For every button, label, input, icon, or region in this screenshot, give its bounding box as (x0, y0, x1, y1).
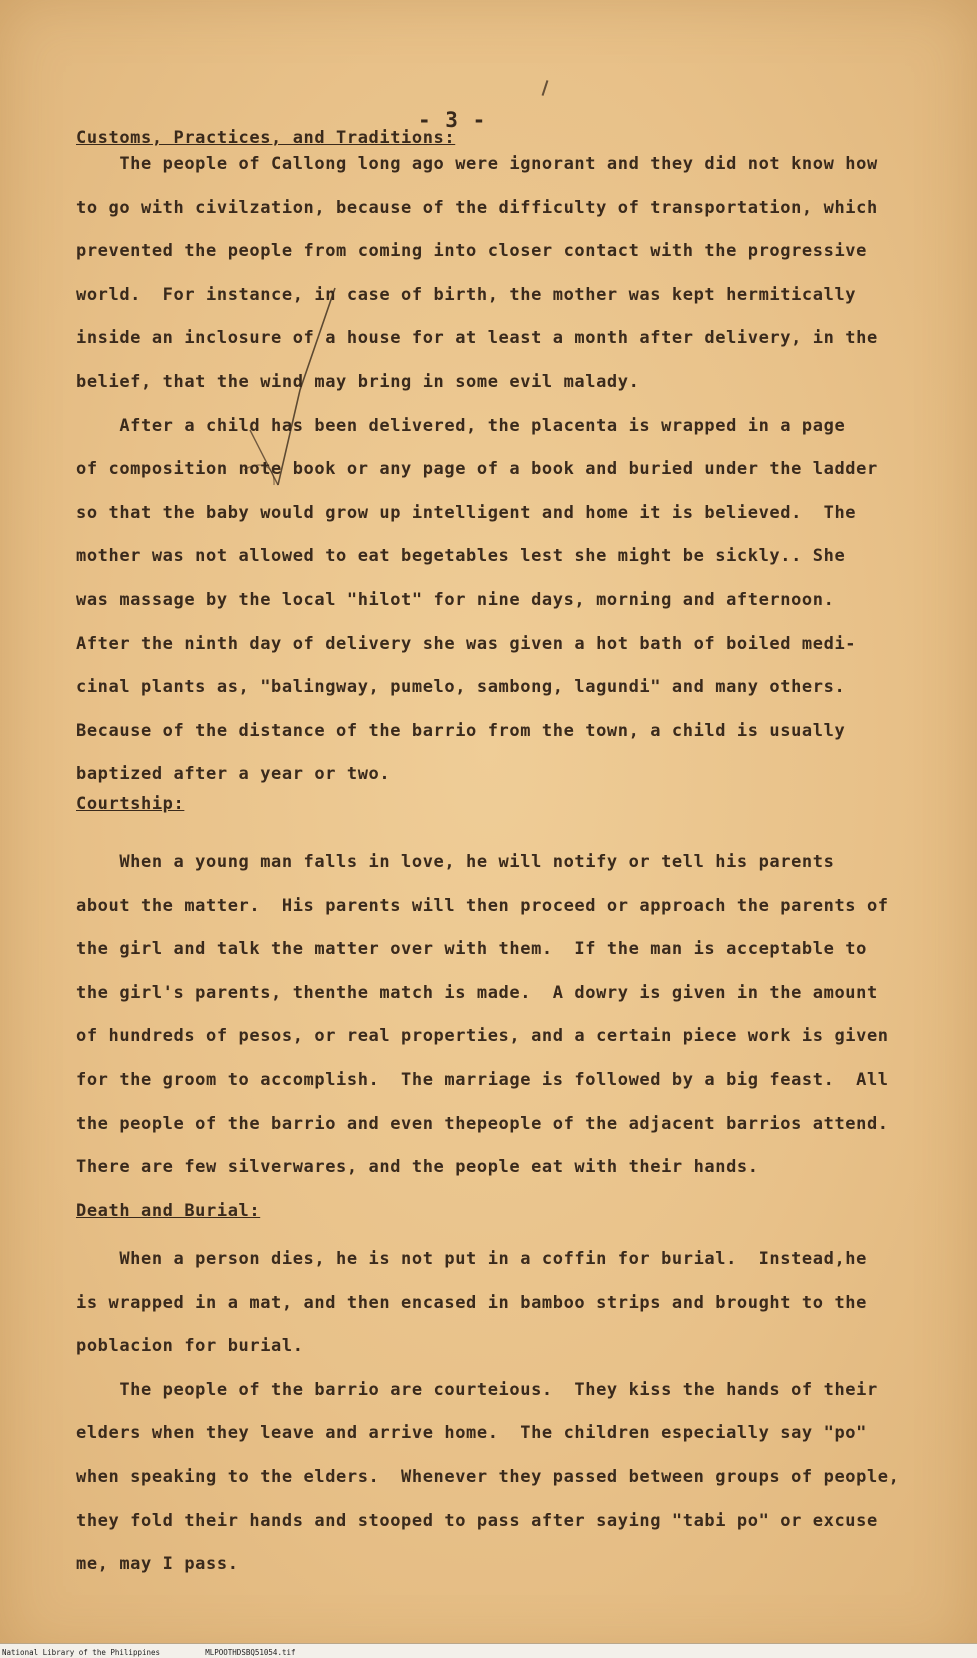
text-line: to go with civilzation, because of the difficulty of transportation, which (76, 197, 878, 218)
footer-library: National Library of the Philippines (2, 1648, 161, 1657)
text-line: After the ninth day of delivery she was given a hot bath of boiled medi- (76, 633, 857, 654)
text-line: The people of the barrio are courteious. They kiss the hands of their (76, 1379, 878, 1400)
pencil-tick-mark (542, 80, 549, 96)
text-line: After a child has been delivered, the placenta is wrapped in a page (76, 415, 846, 436)
text-line: was massage by the local "hilot" for nine days, morning and afternoon. (76, 589, 835, 610)
text-line: The people of Callong long ago were ignorant and they did not know how (76, 154, 878, 174)
text-line: mother was not allowed to eat begetables lest she might be sickly.. She (76, 546, 846, 567)
text-line: When a person dies, he is not put in a coffin for burial. Instead,he (76, 1249, 867, 1269)
text-line: of composition note book or any page of a book and buried under the ladder (76, 459, 878, 480)
text-line: poblacion for burial. (76, 1336, 304, 1357)
text-line: inside an inclosure of a house for at least a month after delivery, in the (76, 328, 878, 349)
page-number: - 3 - (418, 108, 487, 132)
heading-death-burial: Death and Burial: (76, 1201, 261, 1221)
death-paragraphs (76, 1238, 916, 1587)
text-line: belief, that the wind may bring in some evil malady. (76, 371, 640, 392)
text-line: about the matter. His parents will then proceed or approach the parents of (76, 895, 889, 916)
courtship-paragraphs (76, 841, 916, 1190)
text-line: is wrapped in a mat, and then encased in bamboo strips and brought to the (76, 1292, 867, 1313)
heading-courtship: Courtship: (76, 794, 185, 814)
text-line: the people of the barrio and even thepeople of the adjacent barrios attend. (76, 1113, 889, 1134)
text-line: world. For instance, in case of birth, the mother was kept hermitically (76, 284, 857, 305)
text-line: baptized after a year or two. (76, 764, 391, 785)
text-line: they fold their hands and stooped to pass after saying "tabi po" or excuse (76, 1510, 878, 1531)
footer-file: MLPOOTHDSBQ51054.tif (205, 1648, 296, 1657)
scan-footer-text (2, 1648, 296, 1657)
scan-footer-strip (0, 1643, 977, 1658)
text-line: There are few silverwares, and the people eat with their hands. (76, 1157, 759, 1178)
text-line: prevented the people from coming into closer contact with the progressive (76, 241, 867, 262)
text-line: Because of the distance of the barrio from the town, a child is usually (76, 720, 846, 741)
customs-paragraphs (76, 143, 916, 797)
text-line: when speaking to the elders. Whenever they passed between groups of people, (76, 1466, 900, 1487)
text-line: elders when they leave and arrive home. The children especially say "po" (76, 1423, 867, 1444)
text-line: cinal plants as, "balingway, pumelo, sambong, lagundi" and many others. (76, 677, 846, 698)
text-line: When a young man falls in love, he will notify or tell his parents (76, 852, 835, 872)
text-line: the girl and talk the matter over with them. If the man is acceptable to (76, 939, 867, 960)
text-line: of hundreds of pesos, or real properties, and a certain piece work is given (76, 1026, 889, 1047)
text-line: the girl's parents, thenthe match is made. A dowry is given in the amount (76, 982, 878, 1003)
heading-customs: Customs, Practices, and Traditions: (76, 128, 456, 148)
text-line: for the groom to accomplish. The marriage is followed by a big feast. All (76, 1069, 889, 1090)
text-line: me, may I pass. (76, 1554, 239, 1575)
text-line: so that the baby would grow up intelligent and home it is believed. The (76, 502, 857, 523)
